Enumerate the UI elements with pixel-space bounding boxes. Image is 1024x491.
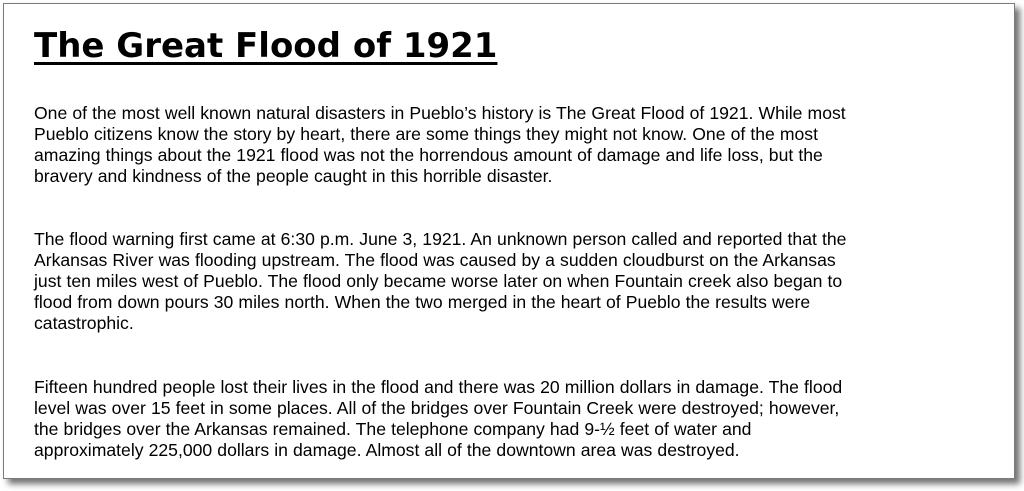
page-title: The Great Flood of 1921 — [34, 26, 498, 66]
paragraph-line: The flood warning first came at 6:30 p.m. June 3, 1921. An unknown person called and reported that the — [34, 229, 847, 249]
paragraph-line: the bridges over the Arkansas remained. The telephone company had 9-½ feet of water and — [34, 419, 752, 439]
paragraph-line: One of the most well known natural disasters in Pueblo’s history is The Great Flood of 1921. While most — [34, 103, 846, 123]
paragraph-line: bravery and kindness of the people caught in this horrible disaster. — [34, 166, 553, 186]
paragraph-line: level was over 15 feet in some places. All of the bridges over Fountain Creek were destroyed; however, — [34, 398, 840, 418]
paragraph-line: catastrophic. — [34, 313, 134, 333]
paragraph-warning — [34, 229, 994, 334]
paragraph-line: Arkansas River was flooding upstream. The flood was caused by a sudden cloudburst on the Arkansas — [34, 250, 836, 270]
paragraph-damage — [34, 377, 994, 461]
paragraph-line: Fifteen hundred people lost their lives in the flood and there was 20 million dollars in damage. The flood — [34, 377, 843, 397]
paragraph-intro — [34, 103, 994, 187]
paragraph-line: just ten miles west of Pueblo. The flood only became worse later on when Fountain creek also began to — [34, 271, 843, 291]
paragraph-line: flood from down pours 30 miles north. When the two merged in the heart of Pueblo the results were — [34, 292, 811, 312]
document-page — [3, 3, 1015, 479]
paragraph-line: amazing things about the 1921 flood was not the horrendous amount of damage and life loss, but the — [34, 145, 823, 165]
paragraph-line: Pueblo citizens know the story by heart, there are some things they might not know. One of the most — [34, 124, 818, 144]
paragraph-line: approximately 225,000 dollars in damage. Almost all of the downtown area was destroyed. — [34, 440, 740, 460]
